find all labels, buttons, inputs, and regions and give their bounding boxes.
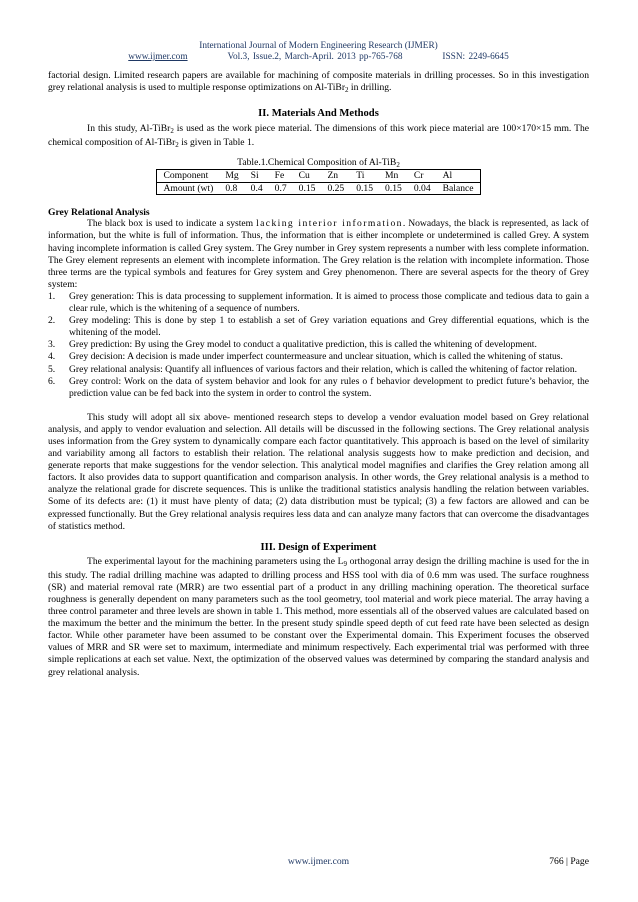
table-cell: 0.4 [245,182,269,195]
body-content [48,70,589,679]
table-cell: Al [437,170,480,183]
footer-page-number: 766 | Page [549,856,589,867]
grey-relational-heading: Grey Relational Analysis [48,207,150,219]
table-header-row [157,170,480,183]
list-item: 2. Grey modeling: This is done by step 1 to establish a set of Grey variation equations and Grey differential equations, which is the whitening of the model. [48,315,589,339]
table-cell: Fe [269,170,293,183]
journal-volume: Vol.3, Issue.2, March-April. 2013 pp-765-768 [227,52,403,62]
table-cell: 0.8 [219,182,244,195]
table-cell: 0.7 [269,182,293,195]
journal-title: International Journal of Modern Engineering Research (IJMER) [199,41,438,51]
chemical-composition-table [156,169,480,195]
table-cell: 0.25 [321,182,350,195]
table-cell: 0.15 [350,182,379,195]
table-cell: 0.15 [379,182,408,195]
list-item: 5. Grey relational analysis: Quantify all influences of various factors and their relation, which is called the whitening of factor relation. [48,363,578,375]
table-cell: Amount (wt) [157,182,219,195]
intro-paragraph: factorial design. Limited research papers are available for machining of composite materials in drilling processes. So in this investigation grey relational analysis is used to multiple response optimizations on Al-TiBr$_2$ in drilling. [48,70,589,95]
table-cell: 0.04 [408,182,437,195]
list-item: 4. Grey decision: A decision is made under imperfect countermeasure and unclear situation, which is called the whitening of status. [48,351,563,363]
footer-url[interactable]: www.ijmer.com [287,856,350,867]
section-2-title: II. Materials And Methods [258,108,379,120]
table-cell: Mg [219,170,244,183]
grey-study-paragraph: This study will adopt all six above- mentioned research steps to develop a vendor evaluation model based on Grey relational analysis, and apply to vendor evaluation and selection. All details will be discussed in the following sections. The Grey relational analysis uses information from the Grey system to dynamically compare each factor quantitatively. This approach is based on the level of similarity and variability among all factors to establish their relation. The relational analysis suggests how to make prediction and decision, and generate reports that make suggestions for the vendor selection. This analytical model magnifies and clarifies the Grey relation among all factors. It also provides data to support quantification and comparison analysis. In other words, the Grey relational analysis is a method to analyze the relational grade for discrete sequences. This is unlike the traditional statistics analysis handling the relation between variables. Some of its defects are: (1) it must have plenty of data; (2) data distribution must be typical; (3) a few factors are allowed and can be expressed functionally. But the Grey relational analysis requires less data and can analyze many factors that can overcome the disadvantages of statistics method. [48,411,589,532]
table-cell: 0.15 [293,182,322,195]
table-cell: Component [157,170,219,183]
table-1-caption: Table.1.Chemical Composition of Al-TiB$_2$ [237,157,400,170]
table-cell: Cr [408,170,437,183]
list-item: 1. Grey generation: This is data processing to supplement information. It is aimed to process those complicate and tedious data to gain a clear rule, which is the whitening of a sequence of numbers. [48,290,589,315]
table-cell: Cu [293,170,322,183]
journal-issn: ISSN: 2249-6645 [442,52,509,62]
table-cell: Zn [321,170,350,183]
journal-meta-line [48,52,589,62]
list-item: 3. Grey prediction: By using the Grey model to conduct a qualitative prediction, this is called the whitening of development. [48,339,537,351]
section-3-title: III. Design of Experiment [260,541,377,553]
table-row [157,182,480,195]
table-cell: Si [245,170,269,183]
section-2-paragraph: In this study, Al-TiBr$_2$ is used as the work piece material. The dimensions of this work piece material are 100×170×15 mm. The chemical composition of Al-TiBr$_2$ is given in Table 1. [48,123,589,150]
grey-steps-list [48,291,589,400]
table-cell: Mn [379,170,408,183]
table-cell: Ti [350,170,379,183]
journal-url-link[interactable]: www.ijmer.com [128,52,188,62]
list-item: 6. Grey control: Work on the data of system behavior and look for any rules o f behavior development to predict future’s behavior, the prediction value can be fed back into the system in order to control the system. [48,375,589,399]
table-cell: Balance [437,182,480,195]
grey-intro-paragraph: The black box is used to indicate a system lacking interior information. Nowadays, the black is represented, as lack of information, but the white is full of information. Thus, the information that is either incomplete or undetermined is called Grey. A system having incomplete information is called Grey system. The Grey number in Grey system represents a number with less complete information. The Grey element represents an element with incomplete information. The Grey relation is the relation with incomplete information. Those three terms are the typical symbols and features for Grey system and Grey phenomenon. There are several aspects for the theory of Grey system: [48,218,589,290]
section-3-paragraph: The experimental layout for the machining parameters using the $L_9$ orthogonal array design the drilling machine is used for the in this study. The radial drilling machine was adapted to drilling process and HSS tool with dia of 0.6 mm was used. The surface roughness (SR) and material removal rate (MRR) are two essential part of a product in any drilling machining operation. The theoretical surface roughness is generally dependent on many parameters such as the tool geometry, tool material and work piece material. The array having a three control parameter and three levels are shown in table 1. This method, more essentials all of the observed values are calculated based on the maximum the better and the minimum the better. In the present study spindle speed depth of cut feed rate have been selected as design factor. While other parameter have been assumed to be constant over the Experimental domain. This Experiment focuses the observed values of MRR and SR were set to maximum, intermediate and minimum respectively. Each experimental trial was performed with three simple replications at each set value. Next, the optimization of the observed values was determined by comparing the standard analysis and grey relational analysis. [48,555,589,678]
